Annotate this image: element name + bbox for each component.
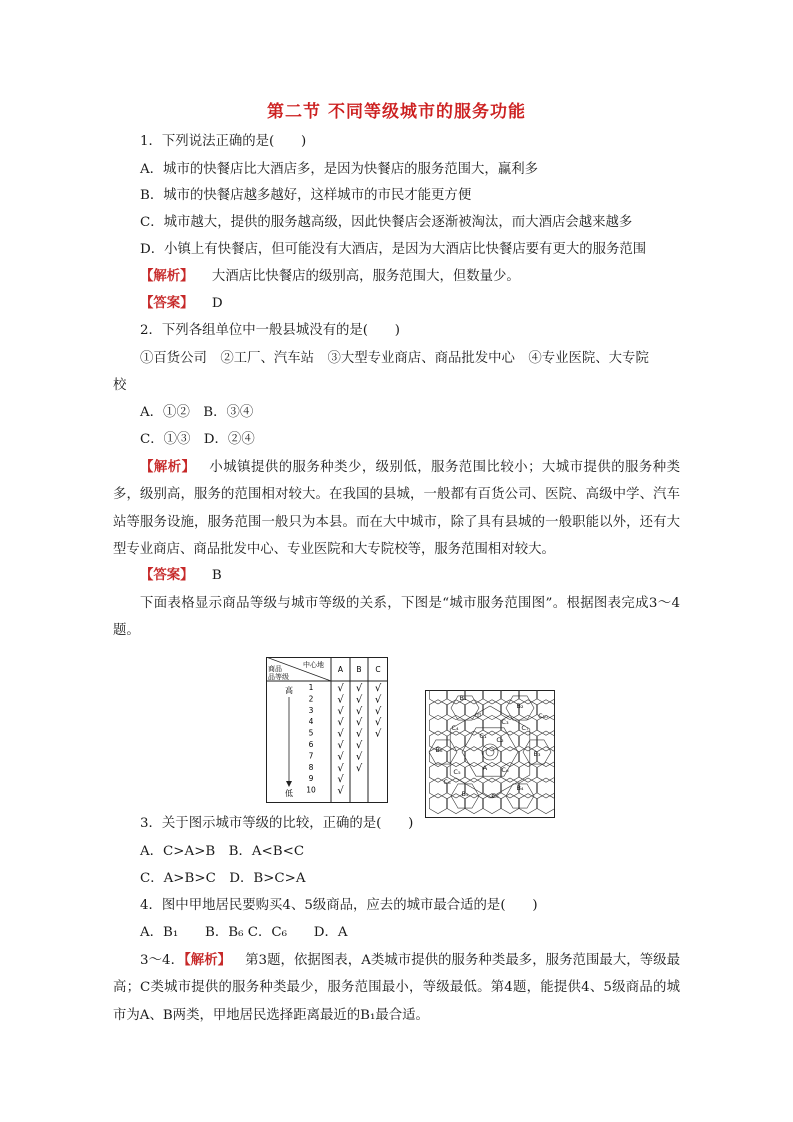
- q2-answer-value: B: [211, 568, 222, 583]
- map-label: C₃: [501, 718, 509, 726]
- q1-option-b: B．城市的快餐店越多越好，这样城市的市民才能更方便: [140, 188, 472, 203]
- table-check-mark: √: [337, 705, 344, 717]
- table-level-number: 7: [308, 751, 314, 761]
- table-header-goods-l1: 商品: [268, 665, 282, 673]
- map-label: C₇: [521, 724, 529, 732]
- table-check-mark: √: [337, 751, 344, 763]
- table-level-number: 6: [308, 740, 314, 749]
- table-header-goods: [268, 664, 289, 681]
- map-label: B₃: [533, 750, 541, 758]
- table-level-number: 2: [308, 694, 314, 704]
- q1-answer-value: D: [211, 296, 223, 311]
- intro-paragraph: 下面表格显示商品等级与城市等级的关系，下图是“城市服务范围图”。根据图表完成3～4题。: [113, 596, 680, 639]
- q1-answer: [140, 295, 223, 313]
- analysis-tag: 【解析】: [140, 269, 194, 284]
- table-check-mark: √: [374, 728, 382, 740]
- map-label: C₂: [496, 736, 504, 744]
- table-check-mark: √: [337, 762, 344, 774]
- map-label: C₉: [491, 792, 499, 800]
- table-check-mark: √: [355, 683, 363, 694]
- page-title: 第二节 不同等级城市的服务功能: [267, 102, 526, 122]
- table-col-c: C: [375, 665, 381, 674]
- q1-stem: 1．下列说法正确的是( ): [140, 134, 307, 149]
- q2-answer: [140, 567, 222, 585]
- table-low-label: 低: [285, 789, 293, 798]
- table-check-mark: √: [374, 683, 382, 694]
- table-check-mark: √: [355, 762, 363, 774]
- q2-analysis: [113, 454, 680, 563]
- table-level-number: 10: [306, 785, 316, 795]
- q2-items-cont: 校: [113, 378, 127, 393]
- q4-options: A．B₁ B．B₆ C．C₆ D．A: [140, 925, 348, 940]
- map-label: C₅: [453, 768, 461, 776]
- table-check-mark: √: [337, 740, 344, 751]
- table-check-mark: √: [355, 751, 363, 763]
- table-check-mark: √: [337, 774, 344, 786]
- table-check-mark: √: [374, 705, 382, 717]
- answer-tag: 【答案】: [140, 296, 194, 311]
- analysis-tag: 【解析】: [184, 953, 232, 968]
- map-label: C₆: [501, 766, 509, 774]
- map-label: B₅: [461, 790, 469, 798]
- q1-analysis-text: 大酒店比快餐店的级别高，服务范围大，但数量少。: [211, 269, 520, 284]
- answer-tag: 【答案】: [140, 568, 194, 583]
- q34-analysis-text: 第3题，依据图表，A类城市提供的服务种类最多，服务范围最大，等级最高；C类城市提供的服务种类最少，服务范围最小，等级最低。第4题，能提供4、5级商品的城市为A、B两类，甲地居民选择距离最近的B₁最合适。: [113, 953, 680, 1023]
- table-level-number: 4: [308, 717, 314, 727]
- map-label: 甲: [474, 712, 482, 720]
- table-check-mark: √: [355, 717, 363, 729]
- table-level-number: 9: [308, 774, 314, 784]
- q3-options-row1: A．C>A>B B．A<B<C: [140, 844, 305, 859]
- map-label: C₁₀: [538, 712, 548, 720]
- table-check-mark: √: [374, 717, 382, 729]
- q1-option-c: C．城市越大，提供的服务越高级，因此快餐店会逐渐被淘汰，而大酒店会越来越多: [140, 215, 633, 230]
- q1-analysis: [140, 268, 520, 286]
- map-label: C₁: [479, 732, 487, 740]
- map-label: C₈: [443, 778, 451, 786]
- table-col-b: B: [356, 665, 362, 674]
- table-high-label: 高: [285, 686, 293, 695]
- table-check-mark: √: [337, 717, 344, 729]
- map-label: B₄: [516, 784, 524, 792]
- map-label: B₆: [435, 746, 443, 754]
- q4-stem: 4．图中甲地居民要购买4、5级商品，应去的城市最合适的是( ): [140, 898, 538, 913]
- q2-items: ①百货公司 ②工厂、汽车站 ③大型专业商店、商品批发中心 ④专业医院、大专院: [140, 351, 649, 366]
- table-header-center: 中心地: [303, 661, 324, 669]
- analysis-tag: 【解析】: [140, 460, 196, 475]
- city-service-range-map: [425, 690, 555, 818]
- table-level-number: 3: [308, 705, 314, 715]
- map-label: A: [482, 764, 488, 772]
- q3-stem: 3．关于图示城市等级的比较，正确的是( ): [140, 816, 414, 831]
- table-level-number: 8: [308, 762, 314, 772]
- q3-options-row2: C．A>B>C D．B>C>A: [140, 871, 306, 886]
- q2-stem: 2．下列各组单位中一般县城没有的是( ): [140, 323, 400, 338]
- table-check-mark: √: [337, 728, 344, 740]
- q2-options-row1: A．①② B．③④: [140, 405, 254, 420]
- table-header-goods-l2: 品等级: [268, 673, 289, 681]
- q1-option-a: A．城市的快餐店比大酒店多，是因为快餐店的服务范围大，赢利多: [140, 162, 538, 177]
- table-level-number: 1: [308, 683, 314, 692]
- q34-prefix: 3～4．: [140, 953, 185, 968]
- table-col-a: A: [337, 665, 344, 674]
- map-label: B₁: [459, 694, 467, 702]
- table-check-mark: √: [337, 694, 344, 706]
- q1-option-d: D．小镇上有快餐店，但可能没有大酒店，是因为大酒店比快餐店要有更大的服务范围: [140, 242, 647, 257]
- map-label: C₄: [451, 724, 459, 732]
- table-level-number: 5: [308, 728, 314, 738]
- q2-analysis-text: 小城镇提供的服务种类少，级别低，服务范围比较小；大城市提供的服务种类多，级别高，服务的范围相对较大。在我国的县城，一般都有百货公司、医院、高级中学、汽车站等服务设施，服务范围一般只为本县。而在大中城市，除了具有县城的一般职能以外，还有大型专业商店、商品批发中心、专业医院和大专院校等，服务范围相对较大。: [113, 460, 681, 557]
- table-check-mark: √: [374, 694, 382, 706]
- q34-analysis: [113, 947, 680, 1029]
- table-check-mark: √: [355, 694, 363, 706]
- table-check-mark: √: [337, 785, 344, 797]
- goods-level-table: [266, 657, 388, 803]
- table-check-mark: √: [337, 683, 344, 694]
- table-check-mark: √: [355, 705, 363, 717]
- table-check-mark: √: [355, 740, 363, 751]
- q2-options-row2: C．①③ D．②④: [140, 432, 255, 447]
- map-label: B₂: [516, 702, 524, 710]
- table-check-mark: √: [355, 728, 363, 740]
